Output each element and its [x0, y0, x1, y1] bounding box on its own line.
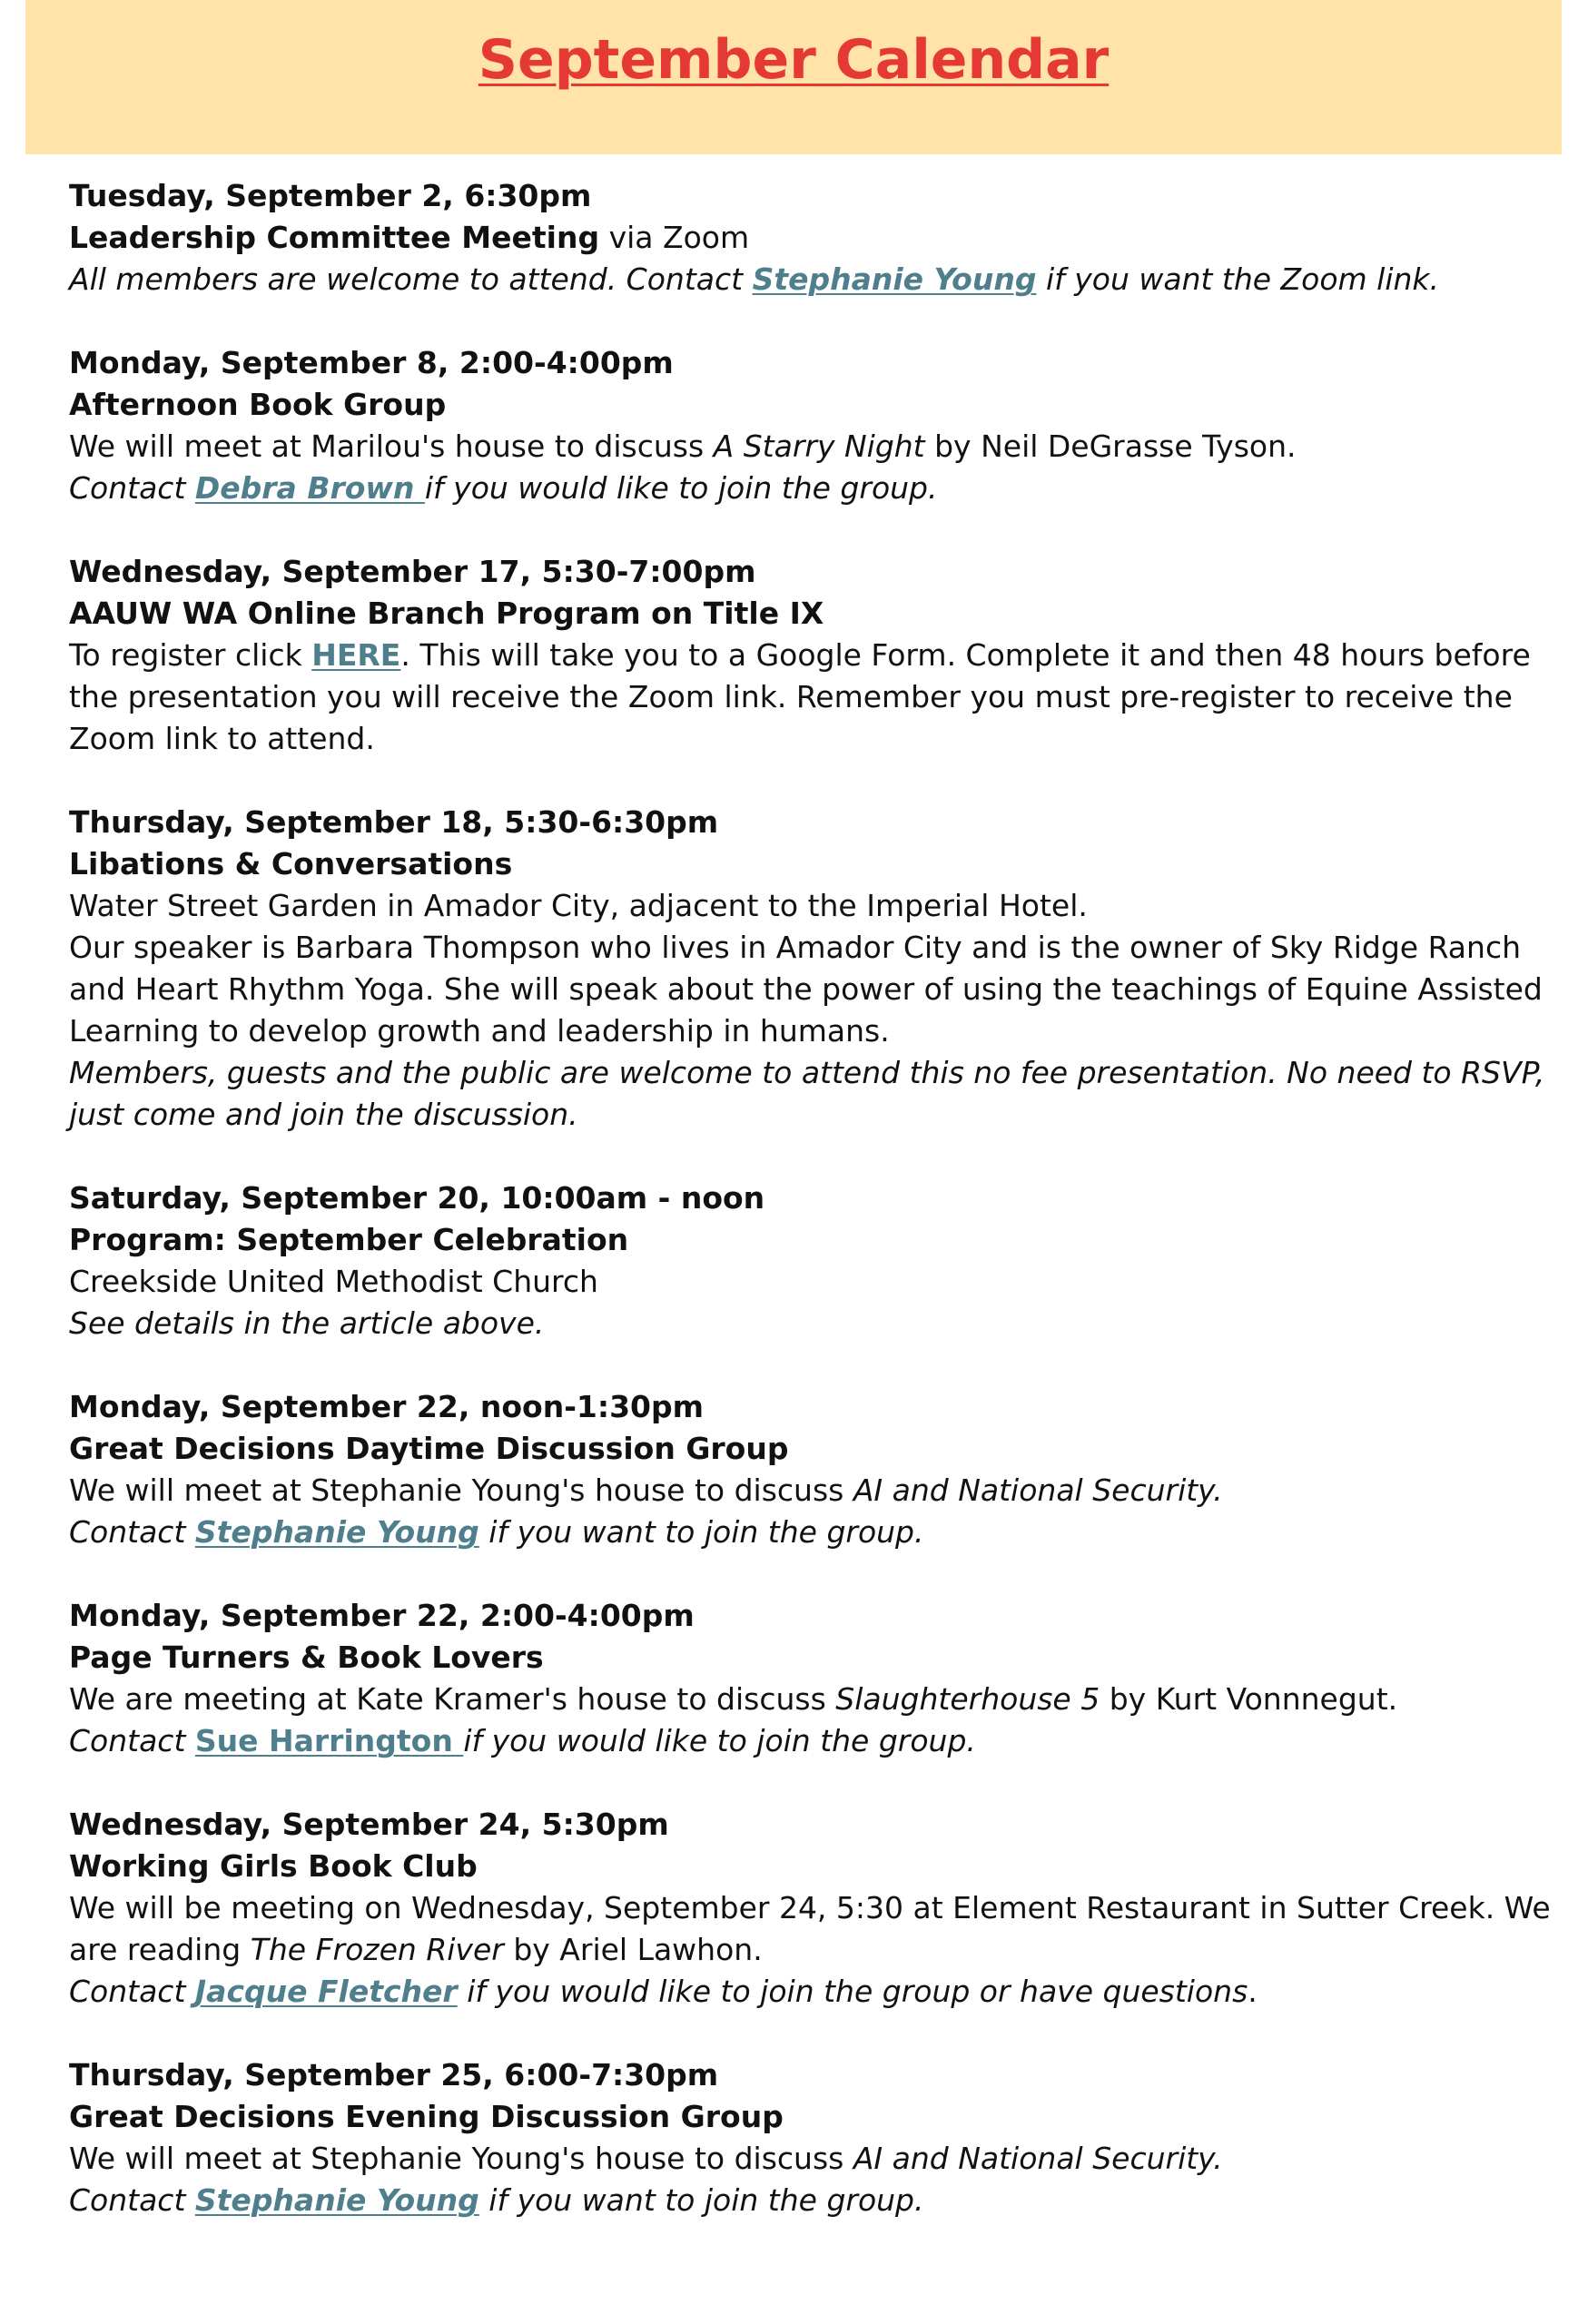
contact-text: Contact — [69, 1974, 195, 2009]
event-note: Members, guests and the public are welcome to attend this no fee presentation. No need to RSVP, just come and join the discussion. — [69, 1055, 1545, 1132]
desc-text: We will meet at Stephanie Young's house to discuss — [69, 1472, 853, 1508]
desc-text: by Kurt Vonnnegut. — [1100, 1681, 1398, 1717]
event-name: Leadership Committee Meeting — [69, 220, 600, 255]
event-name: Great Decisions Evening Discussion Group — [69, 2099, 784, 2134]
event-name: Libations & Conversations — [69, 846, 513, 881]
register-here-link[interactable]: HERE — [311, 637, 401, 673]
contact-text: Contact — [69, 2182, 195, 2218]
event-description — [69, 426, 1558, 468]
event-note: See details in the article above. — [69, 1305, 545, 1341]
book-title: The Frozen River — [250, 1932, 504, 1967]
event-description — [69, 1470, 1558, 1512]
contact-text: if you would like to join the group. — [463, 1723, 976, 1758]
note-text: if you want the Zoom link. — [1036, 261, 1440, 297]
desc-text: We will meet at Stephanie Young's house to discuss — [69, 2141, 853, 2176]
contact-link-stephanie-young[interactable]: Stephanie Young — [194, 1514, 479, 1550]
topic-title: AI and National Security. — [853, 2141, 1223, 2176]
event-working-girls-book-club — [69, 1804, 1558, 2013]
contact-text: . — [1248, 1974, 1258, 2009]
event-location: Creekside United Methodist Church — [69, 1264, 598, 1299]
contact-text: Contact — [69, 1514, 195, 1550]
event-afternoon-book-group — [69, 342, 1558, 509]
event-list — [69, 175, 1558, 2263]
contact-text: Contact — [69, 1723, 195, 1758]
event-contact — [69, 1971, 1558, 2013]
contact-text: if you would like to join the group. — [424, 470, 938, 506]
desc-text: We will meet at Marilou's house to discuss — [69, 428, 714, 464]
event-great-decisions-evening — [69, 2054, 1558, 2221]
event-title-ix-program — [69, 551, 1558, 760]
desc-text: We will be meeting on Wednesday, September 24, 5:30 at Element Restaurant in Sutter Creek. We are reading — [69, 1890, 1551, 1967]
book-title: Slaughterhouse 5 — [835, 1681, 1100, 1717]
event-description — [69, 1679, 1558, 1720]
event-description — [69, 1887, 1558, 1971]
event-name: Afternoon Book Group — [69, 387, 447, 422]
page-title: September Calendar — [478, 28, 1110, 92]
desc-text: by Neil DeGrasse Tyson. — [924, 428, 1297, 464]
contact-text: Contact — [69, 470, 195, 506]
event-location: Water Street Garden in Amador City, adjacent to the Imperial Hotel. — [69, 888, 1088, 923]
event-name: Page Turners & Book Lovers — [69, 1640, 544, 1675]
event-name-suffix: via Zoom — [599, 220, 750, 255]
desc-text: by Ariel Lawhon. — [503, 1932, 763, 1967]
event-libations-conversations — [69, 802, 1558, 1136]
event-datetime: Wednesday, September 17, 5:30-7:00pm — [69, 554, 756, 589]
event-september-celebration — [69, 1177, 1558, 1344]
event-datetime: Monday, September 22, 2:00-4:00pm — [69, 1598, 695, 1633]
event-name-line — [69, 217, 1558, 259]
event-description: Our speaker is Barbara Thompson who lives in Amador City and is the owner of Sky Ridge Ranch and Heart Rhythm Yoga. She will speak about the power of using the teachings of Equine Assisted Learning to develop growth and leadership in humans. — [69, 930, 1543, 1049]
book-title: A Starry Night — [713, 428, 925, 464]
contact-link-jacque-fletcher[interactable]: Jacque Fletcher — [194, 1974, 458, 2009]
desc-text: To register click — [69, 637, 312, 673]
desc-text: . This will take you to a Google Form. Complete it and then 48 hours before the presentation you will receive the Zoom link. Remember you must pre-register to receive the Zoom link to attend. — [69, 637, 1531, 756]
event-great-decisions-daytime — [69, 1386, 1558, 1553]
event-page-turners — [69, 1595, 1558, 1762]
event-contact — [69, 2180, 1558, 2221]
event-name: Working Girls Book Club — [69, 1848, 478, 1884]
event-datetime: Tuesday, September 2, 6:30pm — [69, 178, 592, 213]
event-description — [69, 2138, 1558, 2180]
event-contact — [69, 1512, 1558, 1553]
event-name: Program: September Celebration — [69, 1222, 629, 1257]
note-text: All members are welcome to attend. Contact — [69, 261, 753, 297]
desc-text: We are meeting at Kate Kramer's house to discuss — [69, 1681, 836, 1717]
event-datetime: Monday, September 22, noon-1:30pm — [69, 1389, 704, 1424]
event-name: AAUW WA Online Branch Program on Title IX — [69, 596, 824, 631]
contact-link-debra-brown[interactable]: Debra Brown — [194, 470, 425, 506]
contact-link-stephanie-young[interactable]: Stephanie Young — [752, 261, 1037, 297]
event-name: Great Decisions Daytime Discussion Group — [69, 1431, 789, 1466]
event-description — [69, 635, 1558, 760]
event-datetime: Saturday, September 20, 10:00am - noon — [69, 1180, 765, 1216]
contact-link-sue-harrington[interactable]: Sue Harrington — [194, 1723, 464, 1758]
event-datetime: Thursday, September 18, 5:30-6:30pm — [69, 804, 719, 840]
title-banner — [25, 0, 1562, 154]
contact-text: if you want to join the group. — [478, 2182, 924, 2218]
contact-text: if you would like to join the group or have questions — [457, 1974, 1248, 2009]
event-contact — [69, 468, 1558, 509]
contact-link-stephanie-young[interactable]: Stephanie Young — [194, 2182, 479, 2218]
event-datetime: Monday, September 8, 2:00-4:00pm — [69, 345, 674, 380]
event-datetime: Thursday, September 25, 6:00-7:30pm — [69, 2057, 719, 2093]
event-leadership-meeting — [69, 175, 1558, 300]
contact-text: if you want to join the group. — [478, 1514, 924, 1550]
event-note — [69, 259, 1558, 300]
event-contact — [69, 1720, 1558, 1762]
event-datetime: Wednesday, September 24, 5:30pm — [69, 1807, 669, 1842]
topic-title: AI and National Security. — [853, 1472, 1223, 1508]
